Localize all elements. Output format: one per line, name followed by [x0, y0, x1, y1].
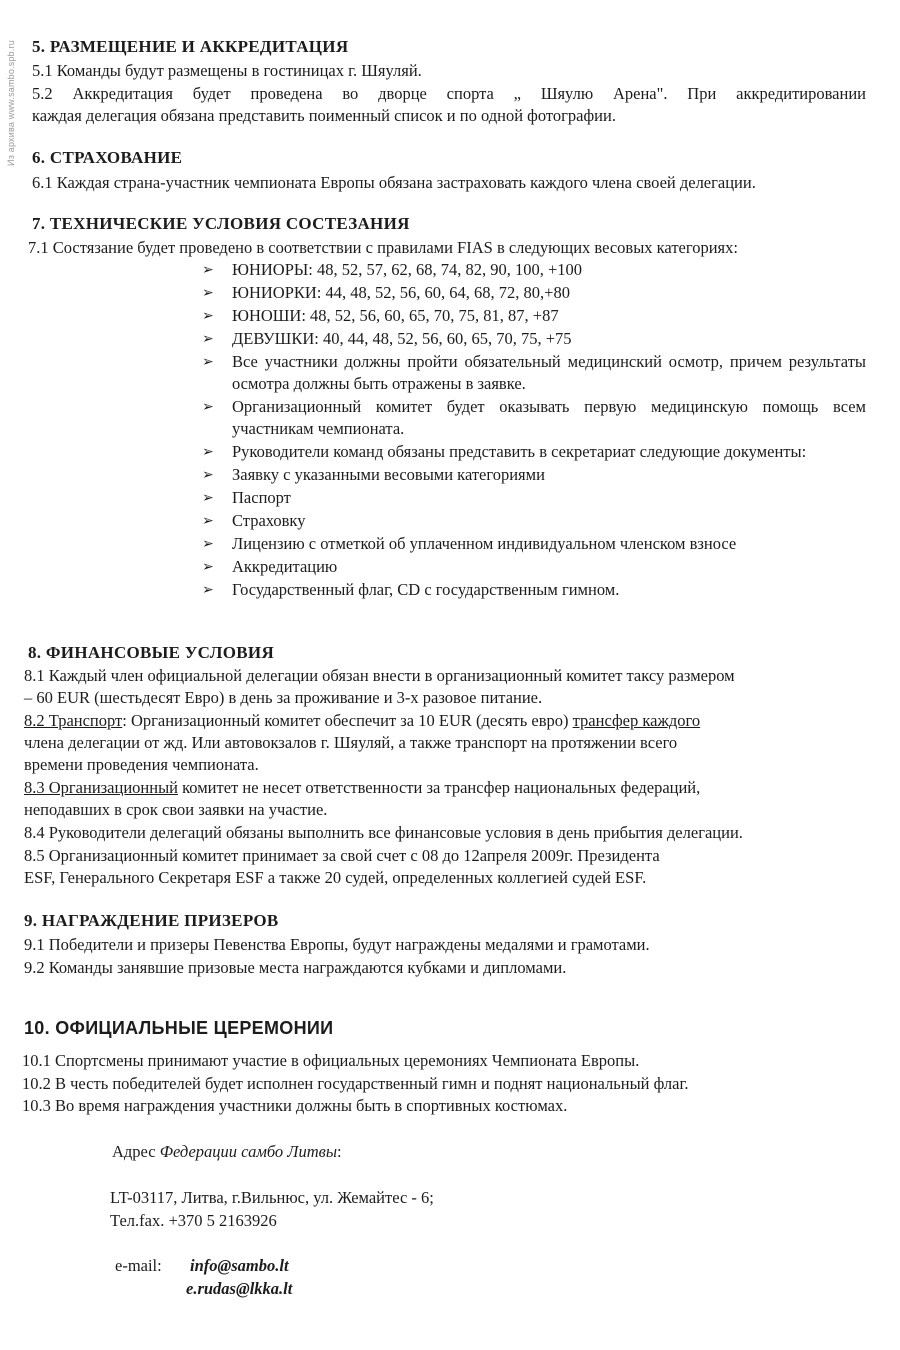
arrow-bullet-icon: ➢ [202, 285, 214, 301]
bullet-item [202, 282, 866, 304]
bullet-text: ДЕВУШКИ: 40, 44, 48, 52, 56, 60, 65, 70, 75, +75 [232, 329, 572, 348]
arrow-bullet-icon: ➢ [202, 513, 214, 529]
bullet-item [202, 441, 866, 463]
bullet-text: Аккредитацию [232, 557, 338, 576]
section-8-title: 8. ФИНАНСОВЫЕ УСЛОВИЯ [28, 643, 275, 662]
bullet-text: Лицензию с отметкой об уплаченном индивидуальном членском взносе [232, 534, 737, 553]
bullet-item [202, 487, 866, 509]
address-heading: Адрес Федерации самбо Литвы: [112, 1142, 342, 1161]
section-8-1-text-cont: – 60 EUR (шестьдесят Евро) в день за проживание и 3-х разовое питание. [24, 688, 543, 707]
arrow-bullet-icon: ➢ [202, 308, 214, 324]
section-8-4-text: 8.4 Руководители делегаций обязаны выполнить все финансовые условия в день прибытия делегации. [24, 823, 743, 842]
arrow-bullet-icon: ➢ [202, 444, 214, 460]
section-5-2-text-cont: каждая делегация обязана представить поименный список и по одной фотографии. [32, 106, 616, 125]
section-9-1-text: 9.1 Победители и призеры Певенства Европы, будут награждены медалями и грамотами. [24, 935, 650, 954]
bullet-text: Все участники должны пройти обязательный медицинский осмотр, причем результаты осмотра должны быть отражены в заявке. [232, 352, 866, 393]
bullet-item [202, 396, 866, 440]
bullet-text: ЮНИОРКИ: 44, 48, 52, 56, 60, 64, 68, 72, 80,+80 [232, 283, 570, 302]
federation-name: Федерации самбо Литвы [159, 1142, 337, 1161]
section-5-2-text: 5.2 Аккредитация будет проведена во дворце спорта „ Шяулю Арена". При аккредитировании [32, 84, 866, 103]
section-8-3-text: 8.3 Организационный комитет не несет ответственности за трансфер национальных федераций, [24, 778, 701, 797]
bullet-item [202, 579, 866, 601]
section-8-1-text: 8.1 Каждый член официальной делегации обязан внести в организационный комитет таксу размером [24, 666, 735, 685]
section-9-title: 9. НАГРАЖДЕНИЕ ПРИЗЕРОВ [24, 911, 279, 930]
section-6-1-text: 6.1 Каждая страна-участник чемпионата Европы обязана застраховать каждого члена своей делегации. [32, 173, 756, 192]
address-line: LT-03117, Литва, г.Вильнюс, ул. Жемайтес - 6; [110, 1188, 434, 1207]
section-10-1-text: 10.1 Спортсмены принимают участие в официальных церемониях Чемпионата Европы. [22, 1051, 640, 1070]
arrow-bullet-icon: ➢ [202, 559, 214, 575]
bullet-item [202, 556, 866, 578]
arrow-bullet-icon: ➢ [202, 490, 214, 506]
bullet-item [202, 464, 866, 486]
section-7-title: 7. ТЕХНИЧЕСКИЕ УСЛОВИЯ СОСТЕЗАНИЯ [32, 214, 410, 233]
bullet-text: Руководители команд обязаны представить в секретариат следующие документы: [232, 442, 807, 461]
section-5-title: 5. РАЗМЕЩЕНИЕ И АККРЕДИТАЦИЯ [32, 37, 349, 56]
section-6-title: 6. СТРАХОВАНИЕ [32, 148, 183, 167]
section-8-3-text-cont: неподавших в срок свои заявки на участие. [24, 800, 328, 819]
section-8-2-text-cont: члена делегации от жд. Или автовокзалов г. Шяуляй, а также транспорт на протяжении всего [24, 733, 678, 752]
arrow-bullet-icon: ➢ [202, 262, 214, 278]
arrow-bullet-icon: ➢ [202, 354, 214, 370]
bullet-text: ЮНОШИ: 48, 52, 56, 60, 65, 70, 75, 81, 87, +87 [232, 306, 559, 325]
bullet-item [202, 259, 866, 281]
phone-fax-line: Тел.fax. +370 5 2163926 [110, 1211, 277, 1230]
bullet-item [202, 510, 866, 532]
section-8-2-underlined: трансфер каждого [572, 711, 701, 730]
section-9-2-text: 9.2 Команды занявшие призовые места награждаются кубками и дипломами. [24, 958, 567, 977]
arrow-bullet-icon: ➢ [202, 331, 214, 347]
bullet-text: ЮНИОРЫ: 48, 52, 57, 62, 68, 74, 82, 90, 100, +100 [232, 260, 583, 279]
section-8-3-label: 8.3 Организационный [24, 778, 178, 797]
section-10-title: 10. ОФИЦИАЛЬНЫЕ ЦЕРЕМОНИИ [24, 1018, 334, 1038]
bullet-text: Страховку [232, 511, 306, 530]
bullet-text: Организационный комитет будет оказывать первую медицинскую помощь всем участникам чемпионата. [232, 397, 866, 438]
arrow-bullet-icon: ➢ [202, 536, 214, 552]
arrow-bullet-icon: ➢ [202, 467, 214, 483]
bullet-item [202, 328, 866, 350]
bullet-item [202, 533, 866, 555]
email-link-secondary[interactable]: e.rudas@lkka.lt [186, 1279, 293, 1298]
arrow-bullet-icon: ➢ [202, 399, 214, 415]
bullet-text: Государственный флаг, CD с государственным гимном. [232, 580, 620, 599]
bullet-item [202, 351, 866, 395]
bullet-text: Заявку с указанными весовыми категориями [232, 465, 545, 484]
section-10-2-text: 10.2 В честь победителей будет исполнен государственный гимн и поднят национальный флаг. [22, 1074, 689, 1093]
section-8-2-text-cont2: времени проведения чемпионата. [24, 755, 259, 774]
archive-watermark: Из архива www.sambo.spb.ru [6, 40, 16, 166]
section-5-1-text: 5.1 Команды будут размещены в гостиницах г. Шяуляй. [32, 61, 422, 80]
bullet-item [202, 305, 866, 327]
section-7-1-text: 7.1 Состязание будет проведено в соответствии с правилами FIAS в следующих весовых категориях: [28, 238, 738, 257]
email-link-primary[interactable]: info@sambo.lt [190, 1256, 289, 1275]
bullet-text: Паспорт [232, 488, 291, 507]
email-label: e-mail: [115, 1256, 162, 1275]
section-8-2-label: 8.2 Транспорт [24, 711, 123, 730]
section-10-3-text: 10.3 Во время награждения участники должны быть в спортивных костюмах. [22, 1096, 568, 1115]
arrow-bullet-icon: ➢ [202, 582, 214, 598]
section-8-5-text: 8.5 Организационный комитет принимает за свой счет с 08 до 12апреля 2009г. Президента [24, 846, 660, 865]
section-8-2-text: 8.2 Транспорт: Организационный комитет обеспечит за 10 EUR (десять евро) трансфер каждого [24, 711, 701, 730]
section-7-bullet-list [202, 259, 866, 602]
section-8-5-text-cont: ESF, Генерального Секретаря ESF а также 20 судей, определенных коллегией судей ESF. [24, 868, 647, 887]
